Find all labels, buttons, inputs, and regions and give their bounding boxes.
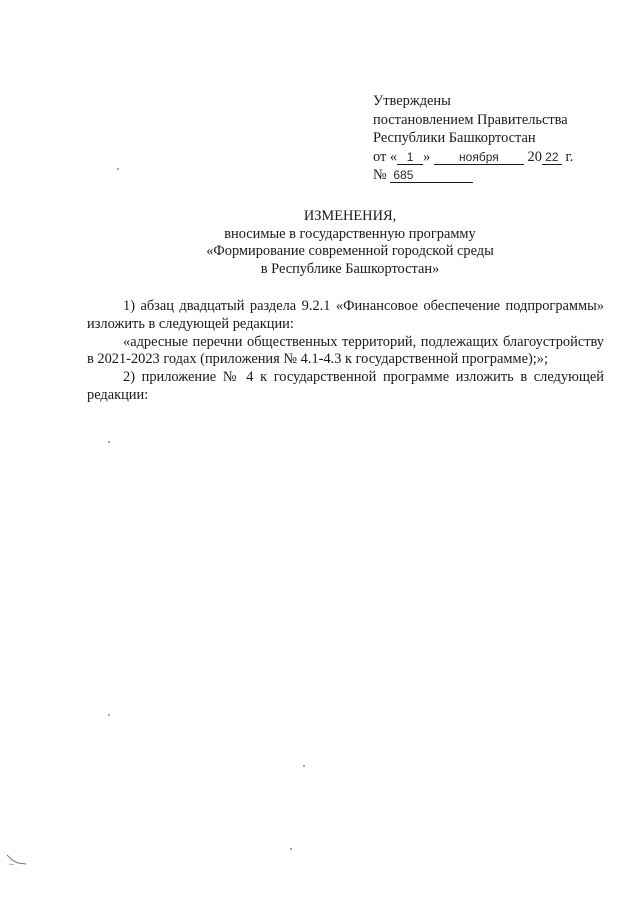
approval-line-2: постановлением Правительства bbox=[373, 111, 568, 128]
heading-line-1: вносимые в государственную программу bbox=[224, 225, 476, 242]
document-body bbox=[87, 298, 604, 405]
scan-speck bbox=[290, 848, 292, 850]
approval-date-line bbox=[373, 148, 573, 167]
paragraph-2: «адресные перечни общественных территорий, подлежащих благоустройству в 2021-2023 годах (приложения № 4.1-4.3 к государственной программе);»; bbox=[87, 333, 604, 368]
date-mid: » bbox=[423, 148, 431, 165]
date-prefix: от « bbox=[373, 148, 398, 165]
date-day-field: 1 bbox=[397, 151, 423, 165]
number-field: 685 bbox=[390, 169, 473, 183]
heading-title: ИЗМЕНЕНИЯ, bbox=[303, 208, 397, 224]
paragraph-3: 2) приложение № 4 к государственной программе изложить в следующей редакции: bbox=[87, 369, 604, 403]
heading-line-3: в Республике Башкортостан» bbox=[260, 260, 440, 277]
date-year-field: 22 bbox=[542, 151, 562, 165]
document-heading bbox=[180, 208, 520, 278]
date-suffix: г. bbox=[565, 148, 574, 165]
number-prefix: № bbox=[373, 167, 387, 184]
scan-speck bbox=[303, 765, 305, 767]
scan-speck bbox=[108, 441, 110, 443]
paragraph-1: 1) абзац двадцатый раздела 9.2.1 «Финансовое обеспечение подпрограммы» изложить в следующей редакции: bbox=[87, 298, 604, 332]
approval-number-line bbox=[373, 166, 573, 185]
approval-block bbox=[373, 92, 573, 185]
heading-line-2: «Формирование современной городской среды bbox=[206, 243, 494, 260]
date-year-prefix: 20 bbox=[527, 148, 542, 165]
approval-line-3: Республики Башкортостан bbox=[373, 130, 536, 147]
scan-mark-icon bbox=[6, 852, 28, 868]
scan-speck bbox=[108, 714, 110, 716]
date-month-field: ноября bbox=[434, 151, 524, 165]
approval-line-1: Утверждены bbox=[373, 93, 451, 109]
scan-speck bbox=[117, 168, 119, 170]
